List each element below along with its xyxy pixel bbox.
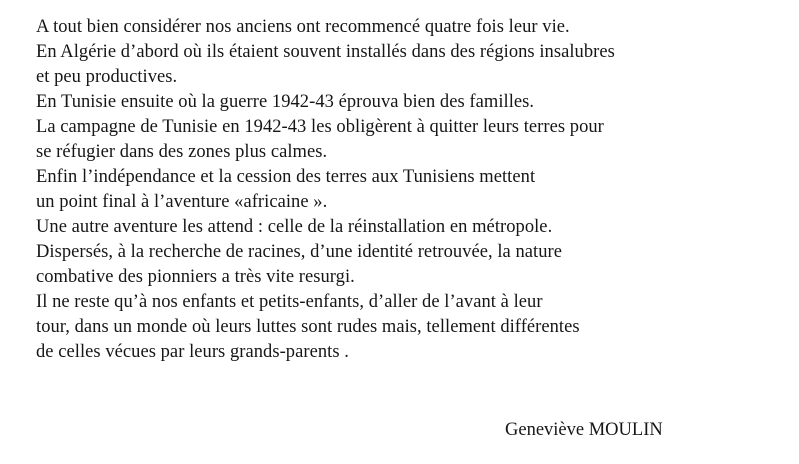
text-line: En Algérie d’abord où ils étaient souvent installés dans des régions insalubres	[36, 42, 615, 62]
text-line: de celles vécues par leurs grands-parents .	[36, 342, 349, 362]
text-line: Une autre aventure les attend : celle de la réinstallation en métropole.	[36, 217, 553, 237]
text-line: Enfin l’indépendance et la cession des terres aux Tunisiens mettent	[36, 167, 536, 187]
text-line: A tout bien considérer nos anciens ont recommencé quatre fois leur vie.	[36, 17, 570, 37]
text-line: Il ne reste qu’à nos enfants et petits-enfants, d’aller de l’avant à leur	[36, 292, 543, 312]
author-signature: Geneviève MOULIN	[505, 420, 663, 440]
text-line: La campagne de Tunisie en 1942-43 les obligèrent à quitter leurs terres pour	[36, 117, 604, 137]
text-line: et peu productives.	[36, 67, 178, 87]
text-line: tour, dans un monde où leurs luttes sont rudes mais, tellement différentes	[36, 317, 580, 337]
text-line: Dispersés, à la recherche de racines, d’une identité retrouvée, la nature	[36, 242, 563, 262]
text-line: En Tunisie ensuite où la guerre 1942-43 éprouva bien des familles.	[36, 92, 535, 112]
text-line: se réfugier dans des zones plus calmes.	[36, 142, 328, 162]
text-line: un point final à l’aventure «africaine ».	[36, 192, 328, 212]
text-line: combative des pionniers a très vite resurgi.	[36, 267, 355, 287]
body-text	[36, 15, 776, 365]
